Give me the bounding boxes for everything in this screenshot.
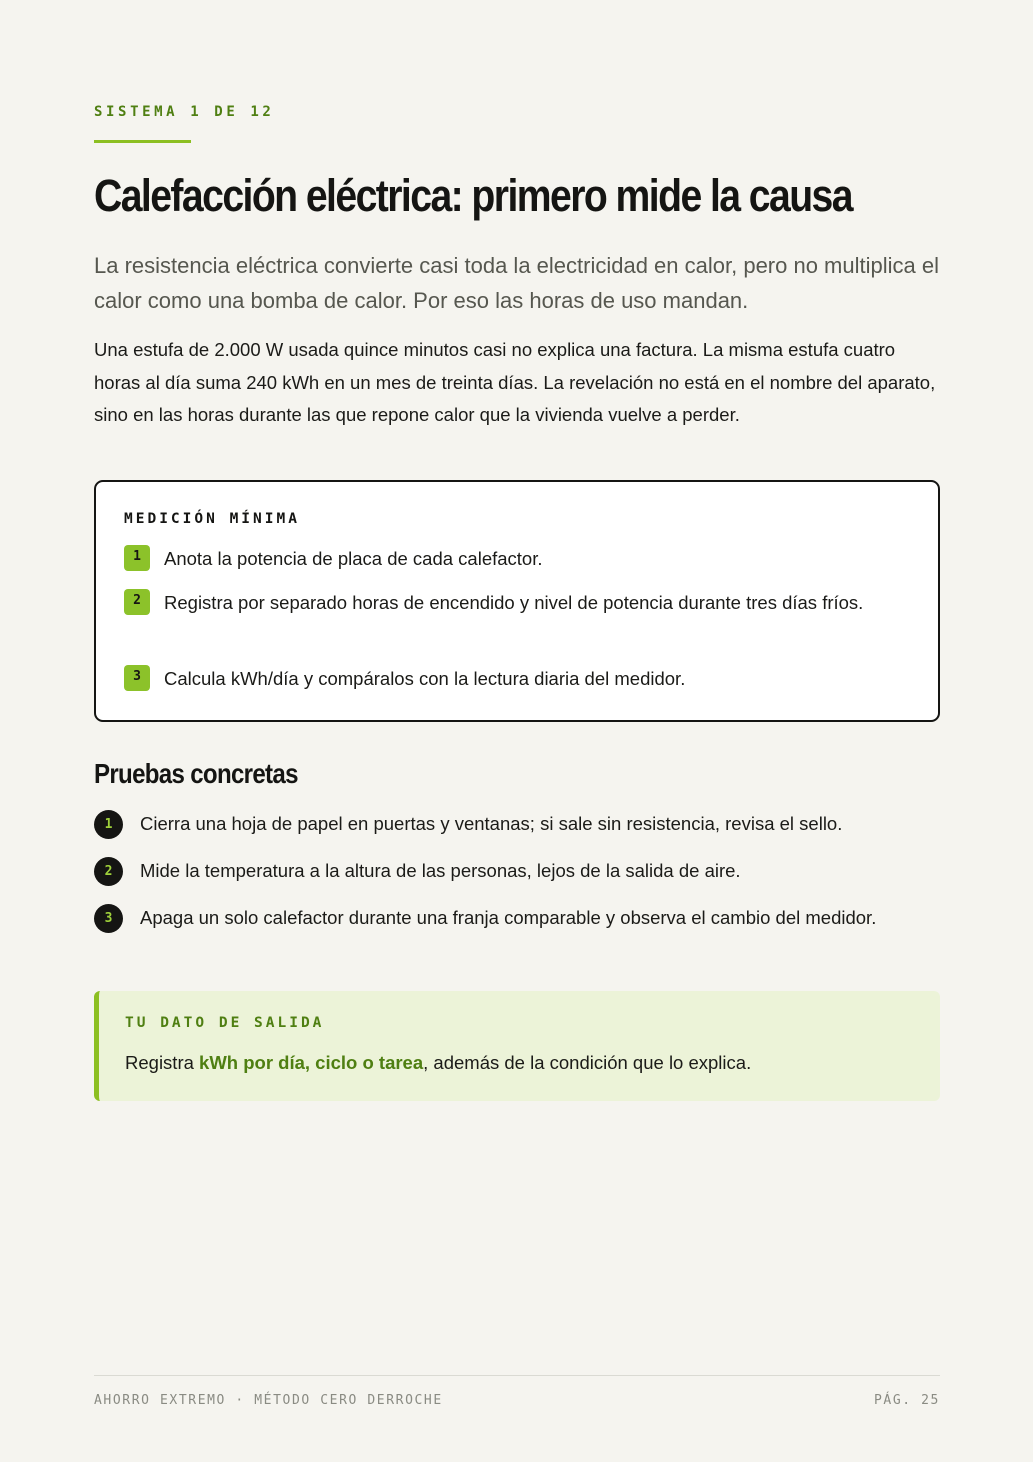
- output-callout: [94, 991, 940, 1101]
- tests-heading: Pruebas concretas: [94, 758, 298, 789]
- test-item-text: Cierra una hoja de papel en puertas y ventanas; si sale sin resistencia, revisa el sello.: [140, 813, 843, 834]
- page-number: PÁG. 25: [874, 1393, 940, 1408]
- footer-book-title: AHORRO EXTREMO · MÉTODO CERO DERROCHE: [94, 1393, 443, 1408]
- kicker-underline: [94, 140, 191, 143]
- measurement-box: [94, 480, 940, 722]
- output-prefix: Registra: [125, 1052, 200, 1073]
- measurement-item-text: Registra por separado horas de encendido y nivel de potencia durante tres días fríos.: [164, 592, 864, 613]
- lead-paragraph: La resistencia eléctrica convierte casi toda la electricidad en calor, pero no multiplica el calor como una bomba de calor. Por eso las horas de uso mandan.: [94, 253, 939, 313]
- output-label: TU DATO DE SALIDA: [125, 1015, 325, 1031]
- page-title: Calefacción eléctrica: primero mide la causa: [94, 170, 852, 221]
- step-number-badge: 2: [124, 589, 150, 615]
- test-item-text: Apaga un solo calefactor durante una franja comparable y observa el cambio del medidor.: [140, 907, 877, 928]
- measurement-label: MEDICIÓN MÍNIMA: [124, 511, 300, 527]
- test-number-badge: 2: [94, 857, 123, 886]
- section-kicker: SISTEMA 1 DE 12: [94, 104, 275, 120]
- step-number-badge: 3: [124, 665, 150, 691]
- measurement-item-text: Anota la potencia de placa de cada calefactor.: [164, 548, 543, 569]
- output-text: [125, 1047, 925, 1079]
- body-paragraph: Una estufa de 2.000 W usada quince minutos casi no explica una factura. La misma estufa cuatro horas al día suma 240 kWh en un mes de treinta días. La revelación no está en el nombre del aparato, sino en las horas durante las que repone calor que la vivienda vuelve a perder.: [94, 339, 936, 425]
- output-suffix: , además de la condición que lo explica.: [423, 1052, 752, 1073]
- step-number-badge: 1: [124, 545, 150, 571]
- test-item-text: Mide la temperatura a la altura de las personas, lejos de la salida de aire.: [140, 860, 741, 881]
- test-number-badge: 3: [94, 904, 123, 933]
- test-number-badge: 1: [94, 810, 123, 839]
- footer-divider: [94, 1375, 940, 1376]
- output-highlight: kWh por día, ciclo o tarea: [199, 1052, 424, 1073]
- measurement-item-text: Calcula kWh/día y compáralos con la lectura diaria del medidor.: [164, 668, 686, 689]
